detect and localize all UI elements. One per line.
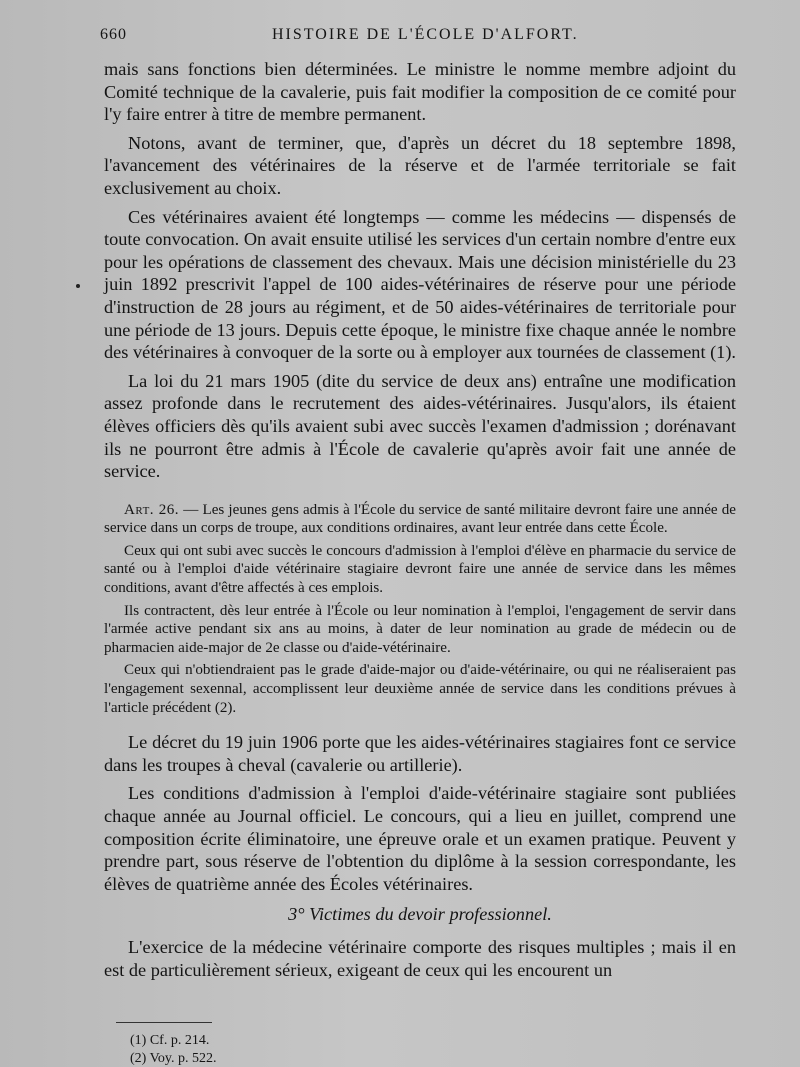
paragraph: mais sans fonctions bien déterminées. Le ministre le nomme membre adjoint du Comité technique de la cavalerie, puis fait modifier la composition de ce comité pour l'y faire entrer à titre de membre permanent. — [104, 59, 736, 125]
paragraph: Notons, avant de terminer, que, d'après un décret du 18 septembre 1898, l'avancement des vétérinaires de la réserve et de l'armée territoriale se fait exclusivement au choix. — [104, 132, 736, 198]
quote-article — [104, 501, 736, 538]
paragraph: Les conditions d'admission à l'emploi d'aide-vétérinaire stagiaire sont publiées chaque année au Journal officiel. Le concours, qui a lieu en juillet, comprend une composition écrite éliminatoire, une épreuve orale et un examen pratique. Peuvent y prendre part, sous réserve de l'obtention du diplôme à la session correspondante, les élèves de quatrième année des Écoles vétérinaires. — [104, 783, 736, 894]
quote-paragraph: Ceux qui n'obtiendraient pas le grade d'aide-major ou d'aide-vétérinaire, ou qui ne réaliseraient pas l'engagement sexennal, accomplissent leur deuxième année de service dans les conditions prévues à l'article précédent (2). — [104, 662, 736, 716]
page-body — [104, 58, 736, 987]
paragraph: Le décret du 19 juin 1906 porte que les aides-vétérinaires stagiaires font ce service dans les troupes à cheval (cavalerie ou artillerie). — [104, 732, 736, 775]
ink-speck — [76, 284, 80, 288]
quote-paragraph: Ceux qui ont subi avec succès le concours d'admission à l'emploi d'élève en pharmacie du service de santé ou à l'emploi d'aide vétérinaire stagiaire devront faire une année de service dans les mêmes conditions, avant d'être affectés à ces emplois. — [104, 542, 736, 597]
page-number: 660 — [100, 26, 127, 43]
article-label: Art. 26. — [124, 501, 180, 518]
footnotes — [130, 1032, 216, 1067]
quote-paragraph: Ils contractent, dès leur entrée à l'École ou leur nomination à l'emploi, l'engagement de servir dans l'armée active pendant six ans au moins, à dater de leur nomination au grade de médecin ou de pharmacien aide-major de 2e classe ou d'aide-vétérinaire. — [104, 602, 736, 656]
section-title: 3° Victimes du devoir professionnel. — [288, 904, 552, 925]
page-header — [100, 26, 800, 50]
paragraph: La loi du 21 mars 1905 (dite du service de deux ans) entraîne une modification assez profonde dans le recrutement des aides-vétérinaires. Jusqu'alors, ils étaient élèves officiers dès qu'ils avaient subi avec succès l'examen d'admission ; dorénavant ils ne pourront être admis à l'École de cavalerie qu'après avoir fait une année de service. — [104, 370, 736, 482]
article-text: — Les jeunes gens admis à l'École du service de santé militaire devront faire une année de service dans un corps de troupe, aux conditions ordinaires, avant leur entrée dans cette École. — [104, 501, 736, 537]
footnote-rule — [116, 1022, 212, 1023]
law-quote — [104, 501, 736, 718]
footnote: (1) Cf. p. 214. — [130, 1033, 210, 1048]
paragraph: L'exercice de la médecine vétérinaire comporte des risques multiples ; mais il en est de particulièrement sérieux, exigeant de ceux qui les encourent un — [104, 936, 736, 980]
running-title: HISTOIRE DE L'ÉCOLE D'ALFORT. — [272, 26, 579, 43]
paragraph: Ces vétérinaires avaient été longtemps — comme les médecins — dispensés de toute convocation. On avait ensuite utilisé les services d'un certain nombre d'entre eux pour les opérations de classement des chevaux. Mais une décision ministérielle du 23 juin 1892 prescrivit l'appel de 100 aides-vétérinaires de réserve pour une période d'instruction de 28 jours au régiment, et de 50 aides-vétérinaires de territoriale pour une période de 13 jours. Depuis cette époque, le ministre fixe chaque année le nombre des vétérinaires à convoquer de la sorte ou à employer aux tournées de classement (1). — [104, 206, 736, 363]
footnote: (2) Voy. p. 522. — [130, 1051, 217, 1066]
